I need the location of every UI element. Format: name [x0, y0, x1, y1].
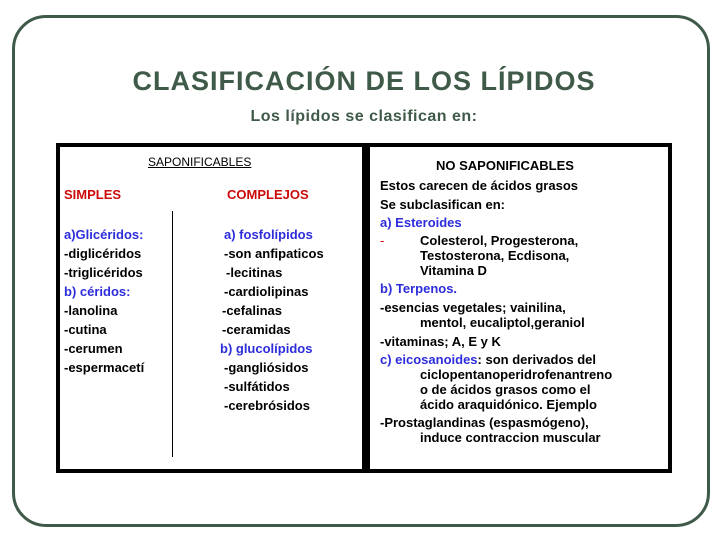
esteroides-line: Colesterol, Progesterona,	[420, 233, 579, 248]
saponificables-panel	[56, 143, 366, 473]
complejos-item: -cardiolipinas	[224, 284, 309, 299]
ceridos-heading: b) céridos:	[64, 284, 131, 299]
no-saponificables-content	[370, 147, 668, 469]
fosfolipidos-heading: a) fosfolípidos	[224, 227, 313, 242]
complejos-item: -gangliósidos	[224, 360, 309, 375]
no-saponificables-panel	[366, 143, 672, 473]
terpenos-heading: b) Terpenos.	[380, 281, 458, 296]
prostaglandinas-line: -Prostaglandinas (espasmógeno),	[380, 415, 589, 430]
intro-line: Se subclasifican en:	[380, 197, 505, 212]
complejos-item: -son anfipaticos	[224, 246, 324, 261]
intro-line: Estos carecen de ácidos grasos	[380, 178, 578, 193]
esteroides-line: Testosterona, Ecdisona,	[420, 248, 570, 263]
simples-item: -lanolina	[64, 303, 118, 318]
terpenos-line: -esencias vegetales; vainilina,	[380, 300, 566, 315]
complejos-item: -cerebrósidos	[224, 398, 310, 413]
prostaglandinas-line: induce contraccion muscular	[420, 430, 601, 445]
saponificables-header: SAPONIFICABLES	[148, 155, 252, 169]
esteroides-heading: a) Esteroides	[380, 215, 462, 230]
eicosanoides-line: ciclopentanoperidrofenantreno	[420, 367, 613, 382]
glucolipidos-heading: b) glucolípidos	[220, 341, 313, 356]
eicosanoides-line	[380, 352, 596, 367]
complejos-item: -lecitinas	[226, 265, 283, 280]
simples-item: -cerumen	[64, 341, 123, 356]
column-divider	[172, 211, 173, 457]
slide-subtitle: Los lípidos se clasifican en:	[250, 108, 478, 125]
terpenos-line: mentol, eucaliptol,geraniol	[420, 315, 585, 330]
saponificables-content	[60, 147, 362, 469]
complejos-item: -ceramidas	[222, 322, 291, 337]
slide-title: CLASIFICACIÓN DE LOS LÍPIDOS	[132, 66, 596, 96]
complejos-item: -sulfátidos	[224, 379, 290, 394]
no-saponificables-header: NO SAPONIFICABLES	[436, 158, 574, 173]
eicosanoides-line: ácido araquidónico. Ejemplo	[420, 397, 597, 412]
vitaminas-line: -vitaminas; A, E y K	[380, 334, 501, 349]
eicosanoides-heading: c) eicosanoides	[380, 352, 478, 367]
esteroides-bullet: -	[380, 233, 385, 248]
complejos-item: -cefalinas	[222, 303, 282, 318]
simples-item: -espermacetí	[64, 360, 145, 375]
complejos-heading: COMPLEJOS	[227, 187, 309, 202]
esteroides-line: Vitamina D	[420, 263, 487, 278]
simples-item: -cutina	[64, 322, 107, 337]
gliceridos-heading: a)Glicéridos:	[64, 227, 144, 242]
eicosanoides-line: o de ácidos grasos como el	[420, 382, 591, 397]
simples-heading: SIMPLES	[64, 187, 122, 202]
simples-item: -diglicéridos	[64, 246, 142, 261]
eicosanoides-text: : son derivados del	[477, 352, 597, 367]
simples-item: -triglicéridos	[64, 265, 143, 280]
